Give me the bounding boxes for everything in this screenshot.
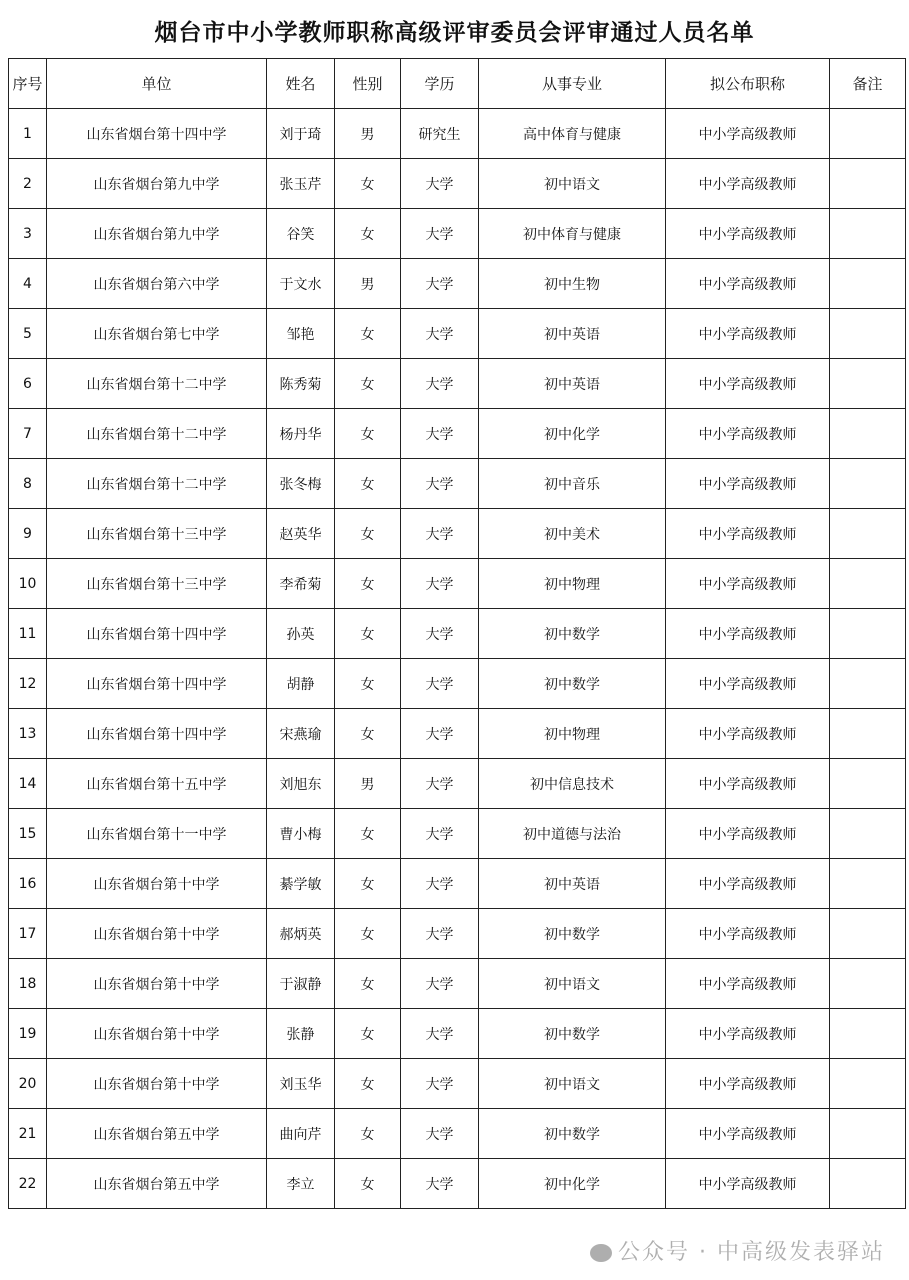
cell-unit: 山东省烟台第十中学: [47, 1009, 267, 1059]
cell-name: 郝炳英: [267, 909, 335, 959]
table-row: [9, 1159, 906, 1209]
cell-education: 大学: [401, 1159, 479, 1209]
cell-unit: 山东省烟台第十四中学: [47, 709, 267, 759]
cell-major: 初中语文: [479, 159, 666, 209]
cell-gender: 女: [335, 709, 401, 759]
cell-unit: 山东省烟台第九中学: [47, 159, 267, 209]
cell-gender: 女: [335, 209, 401, 259]
header-name: 姓名: [267, 59, 335, 109]
cell-name: 谷笑: [267, 209, 335, 259]
cell-name: 张玉芹: [267, 159, 335, 209]
cell-title: 中小学高级教师: [666, 209, 830, 259]
header-major: 从事专业: [479, 59, 666, 109]
cell-remarks: [830, 909, 906, 959]
cell-index: 20: [9, 1059, 47, 1109]
table-row: [9, 709, 906, 759]
cell-title: 中小学高级教师: [666, 959, 830, 1009]
cell-gender: 女: [335, 459, 401, 509]
table-row: [9, 459, 906, 509]
cell-name: 于文水: [267, 259, 335, 309]
cell-index: 15: [9, 809, 47, 859]
cell-remarks: [830, 259, 906, 309]
cell-index: 22: [9, 1159, 47, 1209]
cell-title: 中小学高级教师: [666, 109, 830, 159]
table-row: [9, 359, 906, 409]
cell-unit: 山东省烟台第十四中学: [47, 659, 267, 709]
cell-unit: 山东省烟台第九中学: [47, 209, 267, 259]
table-row: [9, 1109, 906, 1159]
cell-remarks: [830, 959, 906, 1009]
cell-gender: 女: [335, 859, 401, 909]
cell-education: 大学: [401, 1009, 479, 1059]
cell-education: 大学: [401, 359, 479, 409]
cell-title: 中小学高级教师: [666, 1109, 830, 1159]
table-row: [9, 259, 906, 309]
cell-gender: 女: [335, 409, 401, 459]
cell-major: 初中英语: [479, 359, 666, 409]
cell-remarks: [830, 1059, 906, 1109]
cell-unit: 山东省烟台第五中学: [47, 1159, 267, 1209]
cell-major: 初中英语: [479, 309, 666, 359]
cell-index: 14: [9, 759, 47, 809]
cell-title: 中小学高级教师: [666, 909, 830, 959]
cell-education: 大学: [401, 609, 479, 659]
cell-gender: 女: [335, 809, 401, 859]
cell-education: 大学: [401, 959, 479, 1009]
cell-index: 9: [9, 509, 47, 559]
cell-name: 胡静: [267, 659, 335, 709]
table-row: [9, 509, 906, 559]
table-row: [9, 659, 906, 709]
cell-index: 13: [9, 709, 47, 759]
cell-major: 初中物理: [479, 559, 666, 609]
header-gender: 性别: [335, 59, 401, 109]
cell-title: 中小学高级教师: [666, 459, 830, 509]
cell-major: 初中数学: [479, 609, 666, 659]
cell-name: 曲向芹: [267, 1109, 335, 1159]
table-row: [9, 759, 906, 809]
cell-education: 大学: [401, 709, 479, 759]
cell-education: 大学: [401, 909, 479, 959]
cell-remarks: [830, 509, 906, 559]
cell-gender: 女: [335, 609, 401, 659]
cell-unit: 山东省烟台第十五中学: [47, 759, 267, 809]
cell-education: 大学: [401, 859, 479, 909]
header-education: 学历: [401, 59, 479, 109]
cell-remarks: [830, 809, 906, 859]
cell-name: 刘玉华: [267, 1059, 335, 1109]
cell-unit: 山东省烟台第十四中学: [47, 109, 267, 159]
cell-name: 綦学敏: [267, 859, 335, 909]
cell-remarks: [830, 1009, 906, 1059]
cell-remarks: [830, 209, 906, 259]
cell-title: 中小学高级教师: [666, 609, 830, 659]
header-title: 拟公布职称: [666, 59, 830, 109]
cell-education: 大学: [401, 309, 479, 359]
cell-name: 于淑静: [267, 959, 335, 1009]
cell-gender: 女: [335, 1109, 401, 1159]
cell-education: 大学: [401, 1109, 479, 1159]
document-title: 烟台市中小学教师职称高级评审委员会评审通过人员名单: [154, 20, 755, 46]
cell-gender: 男: [335, 759, 401, 809]
cell-name: 刘旭东: [267, 759, 335, 809]
cell-education: 大学: [401, 1059, 479, 1109]
cell-gender: 女: [335, 1159, 401, 1209]
cell-index: 4: [9, 259, 47, 309]
cell-title: 中小学高级教师: [666, 159, 830, 209]
cell-name: 李希菊: [267, 559, 335, 609]
cell-education: 大学: [401, 159, 479, 209]
cell-remarks: [830, 459, 906, 509]
cell-unit: 山东省烟台第十一中学: [47, 809, 267, 859]
cell-title: 中小学高级教师: [666, 1159, 830, 1209]
cell-title: 中小学高级教师: [666, 309, 830, 359]
cell-unit: 山东省烟台第六中学: [47, 259, 267, 309]
cell-index: 3: [9, 209, 47, 259]
cell-major: 初中道德与法治: [479, 809, 666, 859]
cell-title: 中小学高级教师: [666, 859, 830, 909]
cell-unit: 山东省烟台第十四中学: [47, 609, 267, 659]
table-row: [9, 309, 906, 359]
cell-remarks: [830, 1159, 906, 1209]
cell-remarks: [830, 159, 906, 209]
watermark: [590, 1238, 885, 1268]
cell-major: 初中化学: [479, 409, 666, 459]
wechat-icon: [590, 1244, 612, 1262]
cell-gender: 女: [335, 559, 401, 609]
cell-name: 李立: [267, 1159, 335, 1209]
cell-name: 邹艳: [267, 309, 335, 359]
cell-name: 孙英: [267, 609, 335, 659]
cell-remarks: [830, 659, 906, 709]
cell-education: 大学: [401, 259, 479, 309]
cell-name: 张静: [267, 1009, 335, 1059]
table-row: [9, 409, 906, 459]
cell-title: 中小学高级教师: [666, 809, 830, 859]
table-row: [9, 909, 906, 959]
cell-index: 11: [9, 609, 47, 659]
table-row: [9, 209, 906, 259]
cell-unit: 山东省烟台第十中学: [47, 959, 267, 1009]
cell-index: 2: [9, 159, 47, 209]
header-row: [9, 59, 906, 109]
cell-name: 刘于琦: [267, 109, 335, 159]
cell-index: 21: [9, 1109, 47, 1159]
table-row: [9, 159, 906, 209]
header-unit: 单位: [47, 59, 267, 109]
cell-major: 初中数学: [479, 1109, 666, 1159]
watermark-text: 公众号 · 中高级发表驿站: [618, 1240, 885, 1265]
table-row: [9, 959, 906, 1009]
cell-major: 初中语文: [479, 1059, 666, 1109]
cell-education: 研究生: [401, 109, 479, 159]
cell-gender: 女: [335, 659, 401, 709]
cell-remarks: [830, 859, 906, 909]
cell-name: 宋燕瑜: [267, 709, 335, 759]
cell-gender: 女: [335, 1009, 401, 1059]
table-row: [9, 859, 906, 909]
cell-remarks: [830, 109, 906, 159]
cell-index: 10: [9, 559, 47, 609]
cell-title: 中小学高级教师: [666, 559, 830, 609]
table-row: [9, 559, 906, 609]
cell-major: 初中信息技术: [479, 759, 666, 809]
cell-unit: 山东省烟台第七中学: [47, 309, 267, 359]
cell-education: 大学: [401, 409, 479, 459]
cell-gender: 女: [335, 159, 401, 209]
cell-unit: 山东省烟台第十中学: [47, 909, 267, 959]
cell-education: 大学: [401, 759, 479, 809]
table-row: [9, 1059, 906, 1109]
cell-remarks: [830, 1109, 906, 1159]
cell-gender: 女: [335, 1059, 401, 1109]
cell-name: 杨丹华: [267, 409, 335, 459]
cell-remarks: [830, 309, 906, 359]
cell-major: 初中音乐: [479, 459, 666, 509]
cell-unit: 山东省烟台第五中学: [47, 1109, 267, 1159]
cell-remarks: [830, 759, 906, 809]
cell-index: 5: [9, 309, 47, 359]
cell-education: 大学: [401, 209, 479, 259]
cell-index: 18: [9, 959, 47, 1009]
cell-name: 曹小梅: [267, 809, 335, 859]
cell-education: 大学: [401, 659, 479, 709]
cell-index: 17: [9, 909, 47, 959]
cell-remarks: [830, 359, 906, 409]
cell-education: 大学: [401, 509, 479, 559]
cell-remarks: [830, 409, 906, 459]
cell-unit: 山东省烟台第十三中学: [47, 559, 267, 609]
header-index: 序号: [9, 59, 47, 109]
cell-remarks: [830, 609, 906, 659]
cell-major: 初中数学: [479, 909, 666, 959]
cell-unit: 山东省烟台第十三中学: [47, 509, 267, 559]
cell-major: 初中数学: [479, 659, 666, 709]
cell-title: 中小学高级教师: [666, 259, 830, 309]
cell-major: 高中体育与健康: [479, 109, 666, 159]
cell-major: 初中语文: [479, 959, 666, 1009]
cell-gender: 女: [335, 909, 401, 959]
cell-gender: 女: [335, 509, 401, 559]
cell-education: 大学: [401, 459, 479, 509]
cell-major: 初中生物: [479, 259, 666, 309]
cell-remarks: [830, 559, 906, 609]
cell-education: 大学: [401, 809, 479, 859]
cell-index: 1: [9, 109, 47, 159]
cell-title: 中小学高级教师: [666, 1009, 830, 1059]
cell-unit: 山东省烟台第十二中学: [47, 459, 267, 509]
table-row: [9, 1009, 906, 1059]
cell-unit: 山东省烟台第十中学: [47, 859, 267, 909]
cell-major: 初中化学: [479, 1159, 666, 1209]
cell-gender: 男: [335, 259, 401, 309]
cell-major: 初中英语: [479, 859, 666, 909]
cell-gender: 女: [335, 309, 401, 359]
cell-index: 7: [9, 409, 47, 459]
cell-index: 19: [9, 1009, 47, 1059]
cell-index: 16: [9, 859, 47, 909]
cell-title: 中小学高级教师: [666, 359, 830, 409]
cell-remarks: [830, 709, 906, 759]
cell-name: 赵英华: [267, 509, 335, 559]
cell-index: 6: [9, 359, 47, 409]
cell-title: 中小学高级教师: [666, 1059, 830, 1109]
table-row: [9, 809, 906, 859]
cell-unit: 山东省烟台第十中学: [47, 1059, 267, 1109]
cell-unit: 山东省烟台第十二中学: [47, 359, 267, 409]
cell-index: 8: [9, 459, 47, 509]
cell-major: 初中体育与健康: [479, 209, 666, 259]
cell-title: 中小学高级教师: [666, 709, 830, 759]
cell-education: 大学: [401, 559, 479, 609]
cell-title: 中小学高级教师: [666, 759, 830, 809]
cell-index: 12: [9, 659, 47, 709]
cell-major: 初中数学: [479, 1009, 666, 1059]
cell-title: 中小学高级教师: [666, 409, 830, 459]
cell-gender: 女: [335, 959, 401, 1009]
cell-title: 中小学高级教师: [666, 659, 830, 709]
header-remarks: 备注: [830, 59, 906, 109]
cell-major: 初中美术: [479, 509, 666, 559]
cell-unit: 山东省烟台第十二中学: [47, 409, 267, 459]
table-row: [9, 609, 906, 659]
cell-name: 张冬梅: [267, 459, 335, 509]
cell-name: 陈秀菊: [267, 359, 335, 409]
cell-major: 初中物理: [479, 709, 666, 759]
table-row: [9, 109, 906, 159]
teacher-list-table: [8, 58, 906, 1209]
cell-gender: 男: [335, 109, 401, 159]
cell-title: 中小学高级教师: [666, 509, 830, 559]
cell-gender: 女: [335, 359, 401, 409]
